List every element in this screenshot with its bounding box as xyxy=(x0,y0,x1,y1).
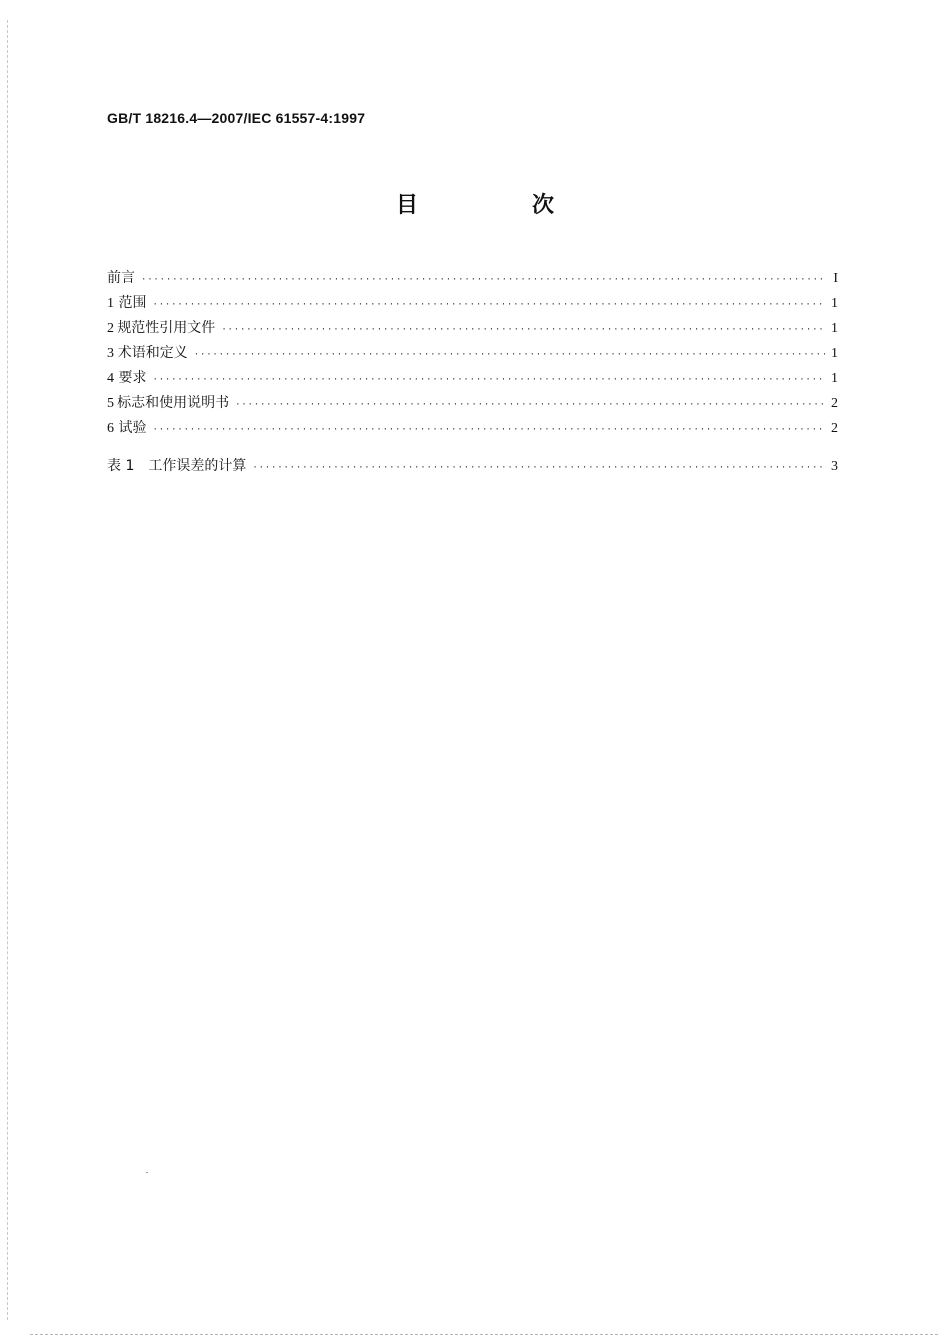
toc-entry-scope[interactable] xyxy=(107,291,838,316)
toc-entry-label: 试验 xyxy=(118,420,147,436)
scan-speck xyxy=(146,1172,148,1173)
toc-entry-label: 表 1 工作误差的计算 xyxy=(107,458,247,474)
toc-leader-dots xyxy=(152,418,825,443)
toc-page-number: 3 xyxy=(831,459,838,474)
scan-bottom-edge xyxy=(30,1334,938,1335)
toc-entry-number: 5 xyxy=(107,396,114,411)
toc-entry-normative-references[interactable] xyxy=(107,316,838,341)
toc-page-number: 1 xyxy=(831,346,838,361)
toc-entry-label: 范围 xyxy=(118,295,147,311)
toc-page-number: 2 xyxy=(831,396,838,411)
toc-leader-dots xyxy=(152,368,825,393)
toc-page-number: 1 xyxy=(831,296,838,311)
toc-entry-label: 规范性引用文件 xyxy=(117,320,216,336)
toc-entry-label: 标志和使用说明书 xyxy=(117,395,230,411)
toc-leader-dots xyxy=(252,456,825,481)
toc-page-number: 2 xyxy=(831,421,838,436)
table-of-contents xyxy=(107,266,838,479)
toc-entry-table-1[interactable] xyxy=(107,454,838,479)
toc-entry-label: 术语和定义 xyxy=(117,345,188,361)
toc-page-number: I xyxy=(833,271,838,286)
standard-number-header: GB/T 18216.4—2007/IEC 61557-4:1997 xyxy=(107,110,366,126)
toc-entry-number: 6 xyxy=(107,421,114,436)
toc-entry-marking-instructions[interactable] xyxy=(107,391,838,416)
toc-entry-number: 3 xyxy=(107,346,114,361)
page-title: 目 次 xyxy=(395,193,600,218)
toc-entry-label: 要求 xyxy=(118,370,147,386)
toc-entry-label: 前言 xyxy=(107,270,135,286)
toc-page-number: 1 xyxy=(831,371,838,386)
toc-leader-dots xyxy=(141,268,827,293)
toc-page-number: 1 xyxy=(831,321,838,336)
toc-leader-dots xyxy=(235,393,825,418)
toc-leader-dots xyxy=(221,318,825,343)
toc-entry-number: 2 xyxy=(107,321,114,336)
toc-entry-foreword[interactable] xyxy=(107,266,838,291)
toc-entry-requirements[interactable] xyxy=(107,366,838,391)
toc-entry-number: 1 xyxy=(107,296,114,311)
toc-leader-dots xyxy=(194,343,825,368)
toc-leader-dots xyxy=(152,293,825,318)
toc-entry-tests[interactable] xyxy=(107,416,838,441)
toc-entry-number: 4 xyxy=(107,371,114,386)
toc-entry-terms-definitions[interactable] xyxy=(107,341,838,366)
